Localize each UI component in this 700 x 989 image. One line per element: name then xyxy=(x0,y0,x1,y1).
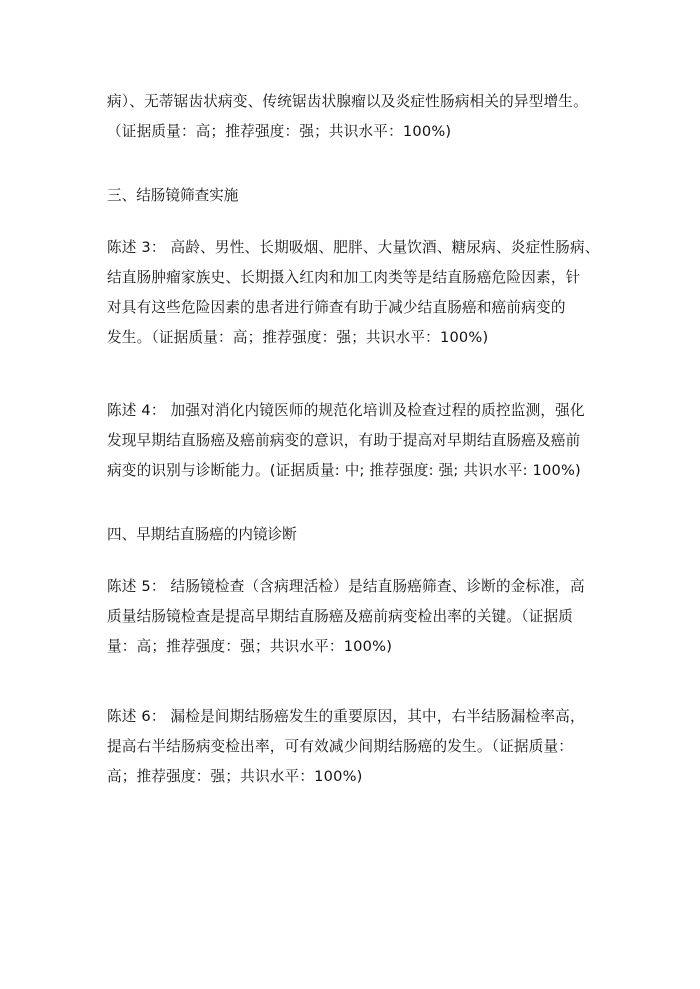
statement-6-paragraph xyxy=(107,702,607,792)
paragraph-line: 高；推荐强度：强；共识水平：100%) xyxy=(107,768,363,785)
paragraph-line: 发现早期结直肠癌及癌前病变的意识，有助于提高对早期结直肠癌及癌前 xyxy=(107,432,581,449)
paragraph-line: 提高右半结肠病变检出率，可有效减少间期结肠癌的发生。（证据质量： xyxy=(107,738,574,755)
continuation-paragraph xyxy=(107,87,607,147)
paragraph-line: 陈述 4： 加强对消化内镜医师的规范化培训及检查过程的质控监测，强化 xyxy=(107,402,585,419)
paragraph-line: 陈述 3： 高龄、男性、长期吸烟、肥胖、大量饮酒、糖尿病、炎症性肠病、 xyxy=(107,239,600,256)
paragraph-line: 病变的识别与诊断能力。(证据质量: 中; 推荐强度: 强; 共识水平: 100%) xyxy=(107,462,581,479)
paragraph-line: 陈述 6： 漏检是间期结肠癌发生的重要原因，其中，右半结肠漏检率高， xyxy=(107,708,585,725)
paragraph-line: 陈述 5： 结肠镜检查（含病理活检）是结直肠癌筛查、诊断的金标准，高 xyxy=(107,578,585,595)
paragraph-line: （证据质量：高；推荐强度：强；共识水平：100%) xyxy=(107,123,452,140)
paragraph-line: 质量结肠镜检查是提高早期结直肠癌及癌前病变检出率的关键。（证据质 xyxy=(107,608,574,625)
paragraph-line: 发生。（证据质量：高；推荐强度：强；共识水平：100%) xyxy=(107,329,489,346)
statement-4-paragraph xyxy=(107,396,607,486)
statement-3-paragraph xyxy=(107,233,607,353)
paragraph-line: 对具有这些危险因素的患者进行筛查有助于减少结直肠癌和癌前病变的 xyxy=(107,299,566,316)
section-heading-4: 四、早期结直肠癌的内镜诊断 xyxy=(107,526,297,543)
paragraph-line: 病）、无蒂锯齿状病变、传统锯齿状腺瘤以及炎症性肠病相关的异型增生。 xyxy=(107,93,588,110)
statement-5-paragraph xyxy=(107,572,607,662)
section-heading-3: 三、结肠镜筛查实施 xyxy=(107,187,239,204)
paragraph-line: 量：高；推荐强度：强；共识水平：100%) xyxy=(107,638,393,655)
paragraph-line: 结直肠肿瘤家族史、长期摄入红肉和加工肉类等是结直肠癌危险因素，针 xyxy=(107,269,581,286)
